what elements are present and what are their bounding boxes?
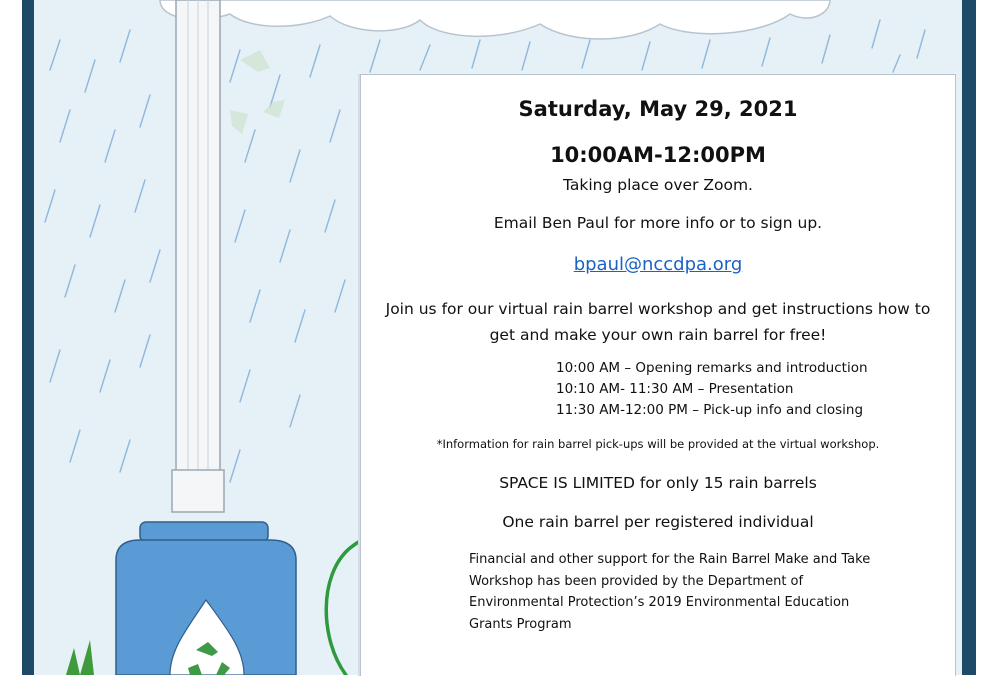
frame-right: [962, 0, 976, 675]
agenda-item: 11:30 AM-12:00 PM – Pick-up info and closing: [556, 402, 864, 418]
event-time: 10:00AM-12:00PM: [550, 143, 766, 167]
downspout-icon: [172, 0, 224, 512]
agenda-item: 10:10 AM- 11:30 AM – Presentation: [556, 381, 794, 397]
agenda-item: 10:00 AM – Opening remarks and introduction: [556, 360, 868, 376]
cloud-icon: [160, 0, 830, 39]
recycle-icon: [230, 50, 285, 134]
pickup-note: *Information for rain barrel pick-ups will be provided at the virtual workshop.: [436, 437, 880, 451]
space-limit: SPACE IS LIMITED for only 15 rain barrels: [499, 474, 817, 492]
event-venue: Taking place over Zoom.: [562, 176, 753, 194]
event-info-panel: [360, 74, 956, 676]
per-person-limit: One rain barrel per registered individual: [502, 513, 814, 531]
rain-barrel-icon: [116, 522, 296, 675]
funding-statement: Financial and other support for the Rain Barrel Make and Take Workshop has been provided by the Department of Environmental Protection’s 2019 Environmental Education Grants Program: [469, 552, 871, 632]
workshop-intro: Join us for our virtual rain barrel workshop and get instructions how to get and make your own rain barrel for free!: [385, 300, 931, 344]
agenda-list: [556, 358, 868, 421]
event-date: Saturday, May 29, 2021: [518, 97, 798, 121]
contact-line: Email Ben Paul for more info or to sign up.: [493, 214, 823, 232]
email-link[interactable]: bpaul@nccdpa.org: [573, 254, 743, 275]
